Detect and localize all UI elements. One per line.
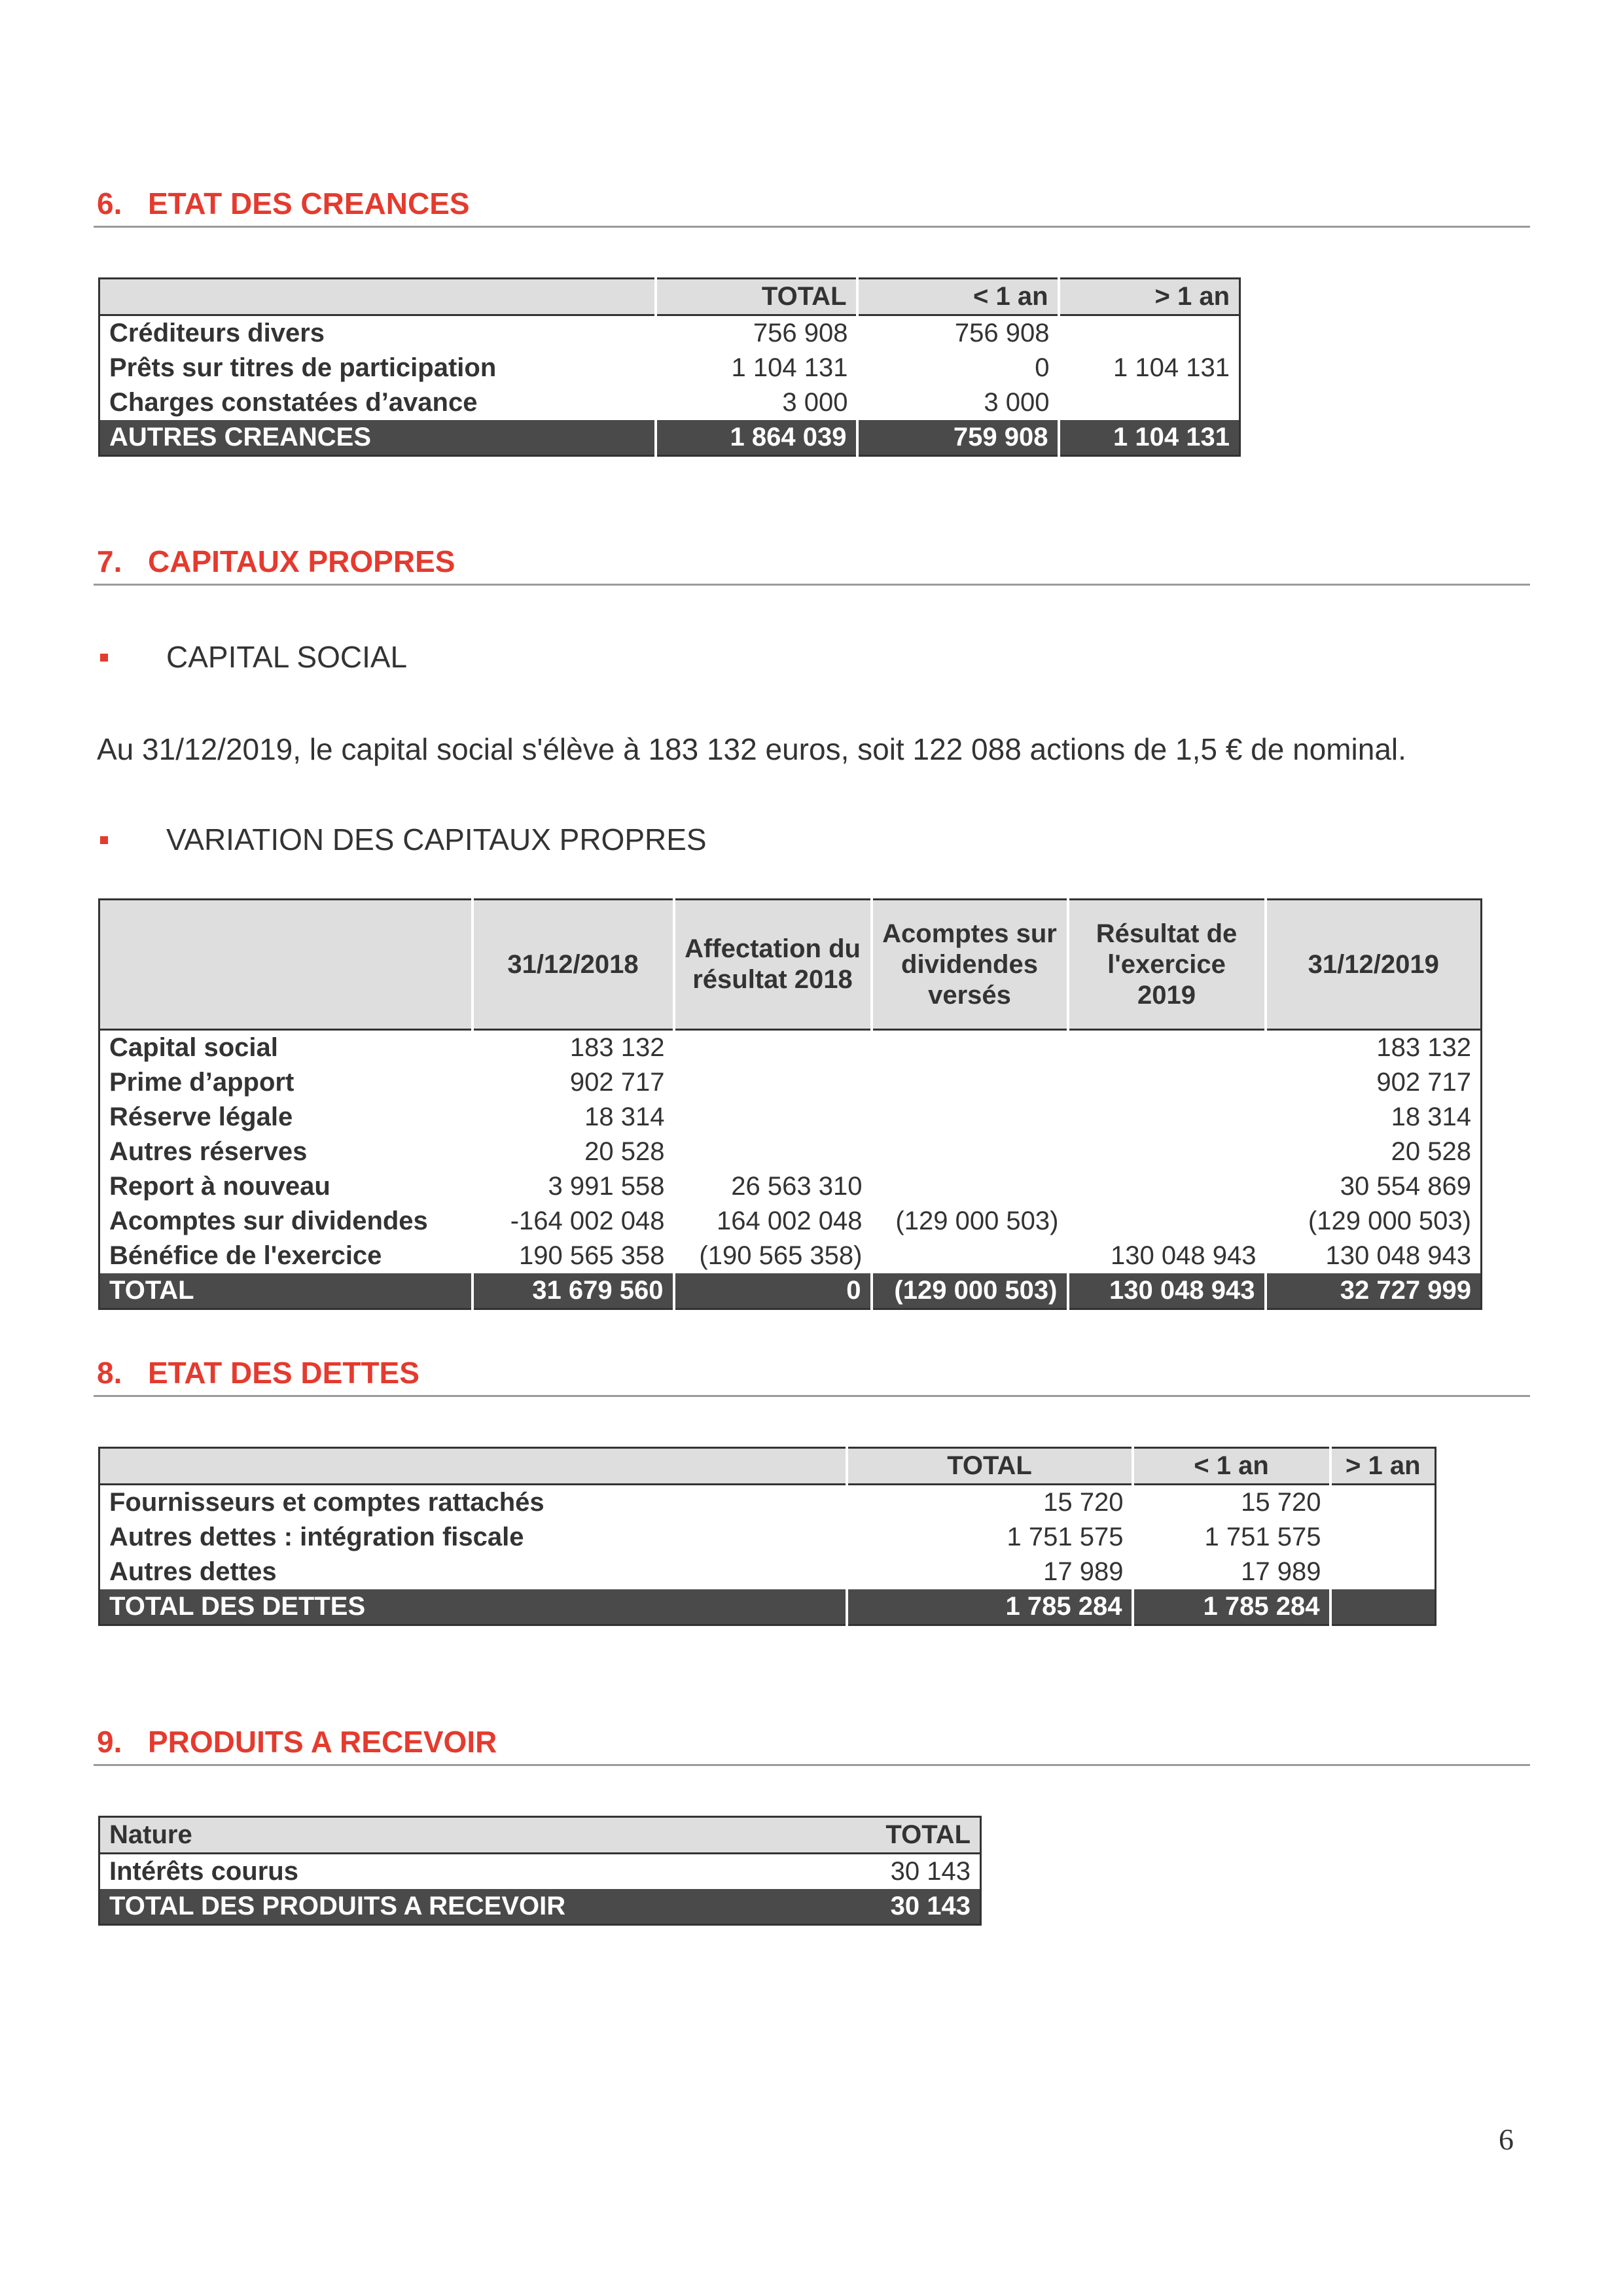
row-label: Fournisseurs et comptes rattachés (109, 1488, 544, 1517)
cell-gt1 (1330, 1520, 1436, 1555)
cell-total: 15 720 (1043, 1488, 1124, 1517)
total-lt1: 759 908 (857, 420, 1059, 456)
row-label: Capital social (109, 1033, 278, 1062)
creances-table (98, 277, 1241, 457)
section-7-number: 7. (97, 544, 122, 578)
header-cell: < 1 an (857, 279, 1059, 315)
header-cell: Résultat de l'exercice 2019 (1068, 900, 1266, 1030)
table-row (99, 1239, 1482, 1273)
cell-total: 1 751 575 (1007, 1523, 1124, 1551)
section-7-heading (97, 545, 1530, 578)
cell: 130 048 943 (1111, 1241, 1257, 1270)
capital-social-paragraph: Au 31/12/2019, le capital social s'élève à 183 132 euros, soit 122 088 actions de 1,5 € de nominal. (97, 732, 1406, 766)
cell: 30 554 869 (1340, 1172, 1471, 1201)
cell: (129 000 503) (895, 1207, 1059, 1235)
table-row (99, 1854, 981, 1890)
cell: 164 002 048 (717, 1207, 863, 1235)
bullet-square-icon (100, 836, 108, 844)
header-cell: 31/12/2018 (473, 900, 674, 1030)
row-label: Intérêts courus (109, 1857, 298, 1886)
cell (1068, 1065, 1266, 1100)
page-number: 6 (1499, 2123, 1514, 2156)
total-gt1 (1330, 1589, 1436, 1625)
row-label: Charges constatées d’avance (109, 388, 478, 417)
table-total-row (99, 1273, 1482, 1309)
row-label: Autres réserves (109, 1137, 308, 1166)
cell-lt1: 3 000 (984, 388, 1050, 417)
table-row (99, 1169, 1482, 1204)
cell (1068, 1100, 1266, 1135)
table-row (99, 1485, 1436, 1521)
table-header-row (99, 900, 1482, 1030)
section-6-title: ETAT DES CREANCES (148, 186, 470, 221)
bullet-square-icon (100, 654, 108, 662)
total-cell: 0 (674, 1273, 872, 1309)
cell (674, 1135, 872, 1169)
total-label: TOTAL DES DETTES (99, 1589, 847, 1625)
table-row (99, 1520, 1436, 1555)
section-6-number: 6. (97, 186, 122, 221)
cell: 3 991 558 (548, 1172, 665, 1201)
section-9-heading (97, 1725, 1530, 1758)
cell: 20 528 (584, 1137, 665, 1166)
table-row (99, 1135, 1482, 1169)
cell: 18 314 (584, 1103, 665, 1131)
total-cell: 32 727 999 (1266, 1273, 1482, 1309)
cell (872, 1239, 1068, 1273)
section-9-number: 9. (97, 1725, 122, 1759)
header-cell: TOTAL (780, 1817, 981, 1854)
cell (872, 1030, 1068, 1066)
cell-total: 3 000 (782, 388, 848, 417)
cell (872, 1135, 1068, 1169)
cell: 26 563 310 (731, 1172, 863, 1201)
table-row (99, 315, 1240, 351)
row-label: Bénéfice de l'exercice (109, 1241, 382, 1270)
cell-total: 756 908 (753, 319, 848, 347)
row-label: Réserve légale (109, 1103, 293, 1131)
cell: (190 565 358) (699, 1241, 863, 1270)
header-cell: Affectation du résultat 2018 (674, 900, 872, 1030)
produits-table (98, 1816, 982, 1926)
total-cell: 31 679 560 (473, 1273, 674, 1309)
section-8-rule (94, 1395, 1530, 1397)
cell: -164 002 048 (510, 1207, 665, 1235)
row-label: Créditeurs divers (109, 319, 325, 347)
table-header-row (99, 279, 1240, 315)
cell (674, 1030, 872, 1066)
section-6-rule (94, 226, 1530, 228)
cell-lt1: 1 751 575 (1204, 1523, 1321, 1551)
table-row (99, 1555, 1436, 1589)
total-label: AUTRES CREANCES (99, 420, 656, 456)
section-9-rule (94, 1764, 1530, 1766)
total-label: TOTAL (99, 1273, 473, 1309)
table-row (99, 1204, 1482, 1239)
header-cell: < 1 an (1133, 1448, 1330, 1485)
cell-gt1 (1059, 385, 1240, 420)
table-header-row (99, 1817, 981, 1854)
cell: 902 717 (1376, 1068, 1471, 1097)
section-8-heading (97, 1356, 1530, 1389)
cell: 18 314 (1391, 1103, 1471, 1131)
capital-social-subheading: CAPITAL SOCIAL (166, 640, 408, 674)
table-total-row (99, 1589, 1436, 1625)
dettes-table (98, 1447, 1436, 1626)
header-cell (99, 900, 473, 1030)
cell: (129 000 503) (1308, 1207, 1471, 1235)
total-total: 30 143 (780, 1889, 981, 1925)
capitaux-propres-table (98, 898, 1482, 1310)
section-9-title: PRODUITS A RECEVOIR (148, 1725, 497, 1759)
cell-gt1 (1330, 1485, 1436, 1521)
row-label: Prime d’apport (109, 1068, 294, 1097)
table-row (99, 351, 1240, 385)
row-label: Report à nouveau (109, 1172, 330, 1201)
cell-gt1: 1 104 131 (1113, 353, 1230, 382)
cell-lt1: 17 989 (1241, 1557, 1321, 1586)
cell-total: 1 104 131 (731, 353, 848, 382)
section-7-rule (94, 584, 1530, 586)
total-label: TOTAL DES PRODUITS A RECEVOIR (99, 1889, 780, 1925)
table-row (99, 385, 1240, 420)
total-total: 1 785 284 (847, 1589, 1133, 1625)
cell: 183 132 (1376, 1033, 1471, 1062)
header-cell: Nature (99, 1817, 780, 1854)
table-row (99, 1030, 1482, 1066)
section-6-heading (97, 187, 1530, 220)
cell-lt1: 0 (1035, 353, 1050, 382)
table-total-row (99, 1889, 981, 1925)
cell (674, 1100, 872, 1135)
table-row (99, 1065, 1482, 1100)
header-cell: > 1 an (1059, 279, 1240, 315)
total-cell: (129 000 503) (872, 1273, 1068, 1309)
total-lt1: 1 785 284 (1133, 1589, 1330, 1625)
cell (1068, 1204, 1266, 1239)
cell-lt1: 756 908 (954, 319, 1050, 347)
header-cell: TOTAL (847, 1448, 1133, 1485)
cell (1068, 1030, 1266, 1066)
cell (1068, 1135, 1266, 1169)
row-label: Acomptes sur dividendes (109, 1207, 428, 1235)
header-cell: TOTAL (656, 279, 857, 315)
cell: 183 132 (569, 1033, 665, 1062)
cell: 190 565 358 (519, 1241, 665, 1270)
cell (674, 1065, 872, 1100)
section-8-title: ETAT DES DETTES (148, 1356, 419, 1390)
header-cell: 31/12/2019 (1266, 900, 1482, 1030)
header-cell (99, 1448, 847, 1485)
cell-lt1: 15 720 (1241, 1488, 1321, 1517)
table-row (99, 1100, 1482, 1135)
cell: 902 717 (569, 1068, 665, 1097)
cell: 20 528 (1391, 1137, 1471, 1166)
total-total: 1 864 039 (656, 420, 857, 456)
section-8-number: 8. (97, 1356, 122, 1390)
cell-total: 30 143 (890, 1857, 971, 1886)
row-label: Autres dettes (109, 1557, 277, 1586)
cell (872, 1065, 1068, 1100)
section-7-title: CAPITAUX PROPRES (148, 544, 455, 578)
header-cell: > 1 an (1330, 1448, 1436, 1485)
cell: 130 048 943 (1325, 1241, 1471, 1270)
cell-total: 17 989 (1043, 1557, 1124, 1586)
header-cell: Acomptes sur dividendes versés (872, 900, 1068, 1030)
cell-gt1 (1330, 1555, 1436, 1589)
header-cell (99, 279, 656, 315)
cell-gt1 (1059, 315, 1240, 351)
total-cell: 130 048 943 (1068, 1273, 1266, 1309)
cell (872, 1100, 1068, 1135)
cell (872, 1169, 1068, 1204)
cell (1068, 1169, 1266, 1204)
total-gt1: 1 104 131 (1059, 420, 1240, 456)
table-header-row (99, 1448, 1436, 1485)
table-total-row (99, 420, 1240, 456)
variation-subheading: VARIATION DES CAPITAUX PROPRES (166, 822, 707, 857)
row-label: Prêts sur titres de participation (109, 353, 497, 382)
row-label: Autres dettes : intégration fiscale (109, 1523, 524, 1551)
